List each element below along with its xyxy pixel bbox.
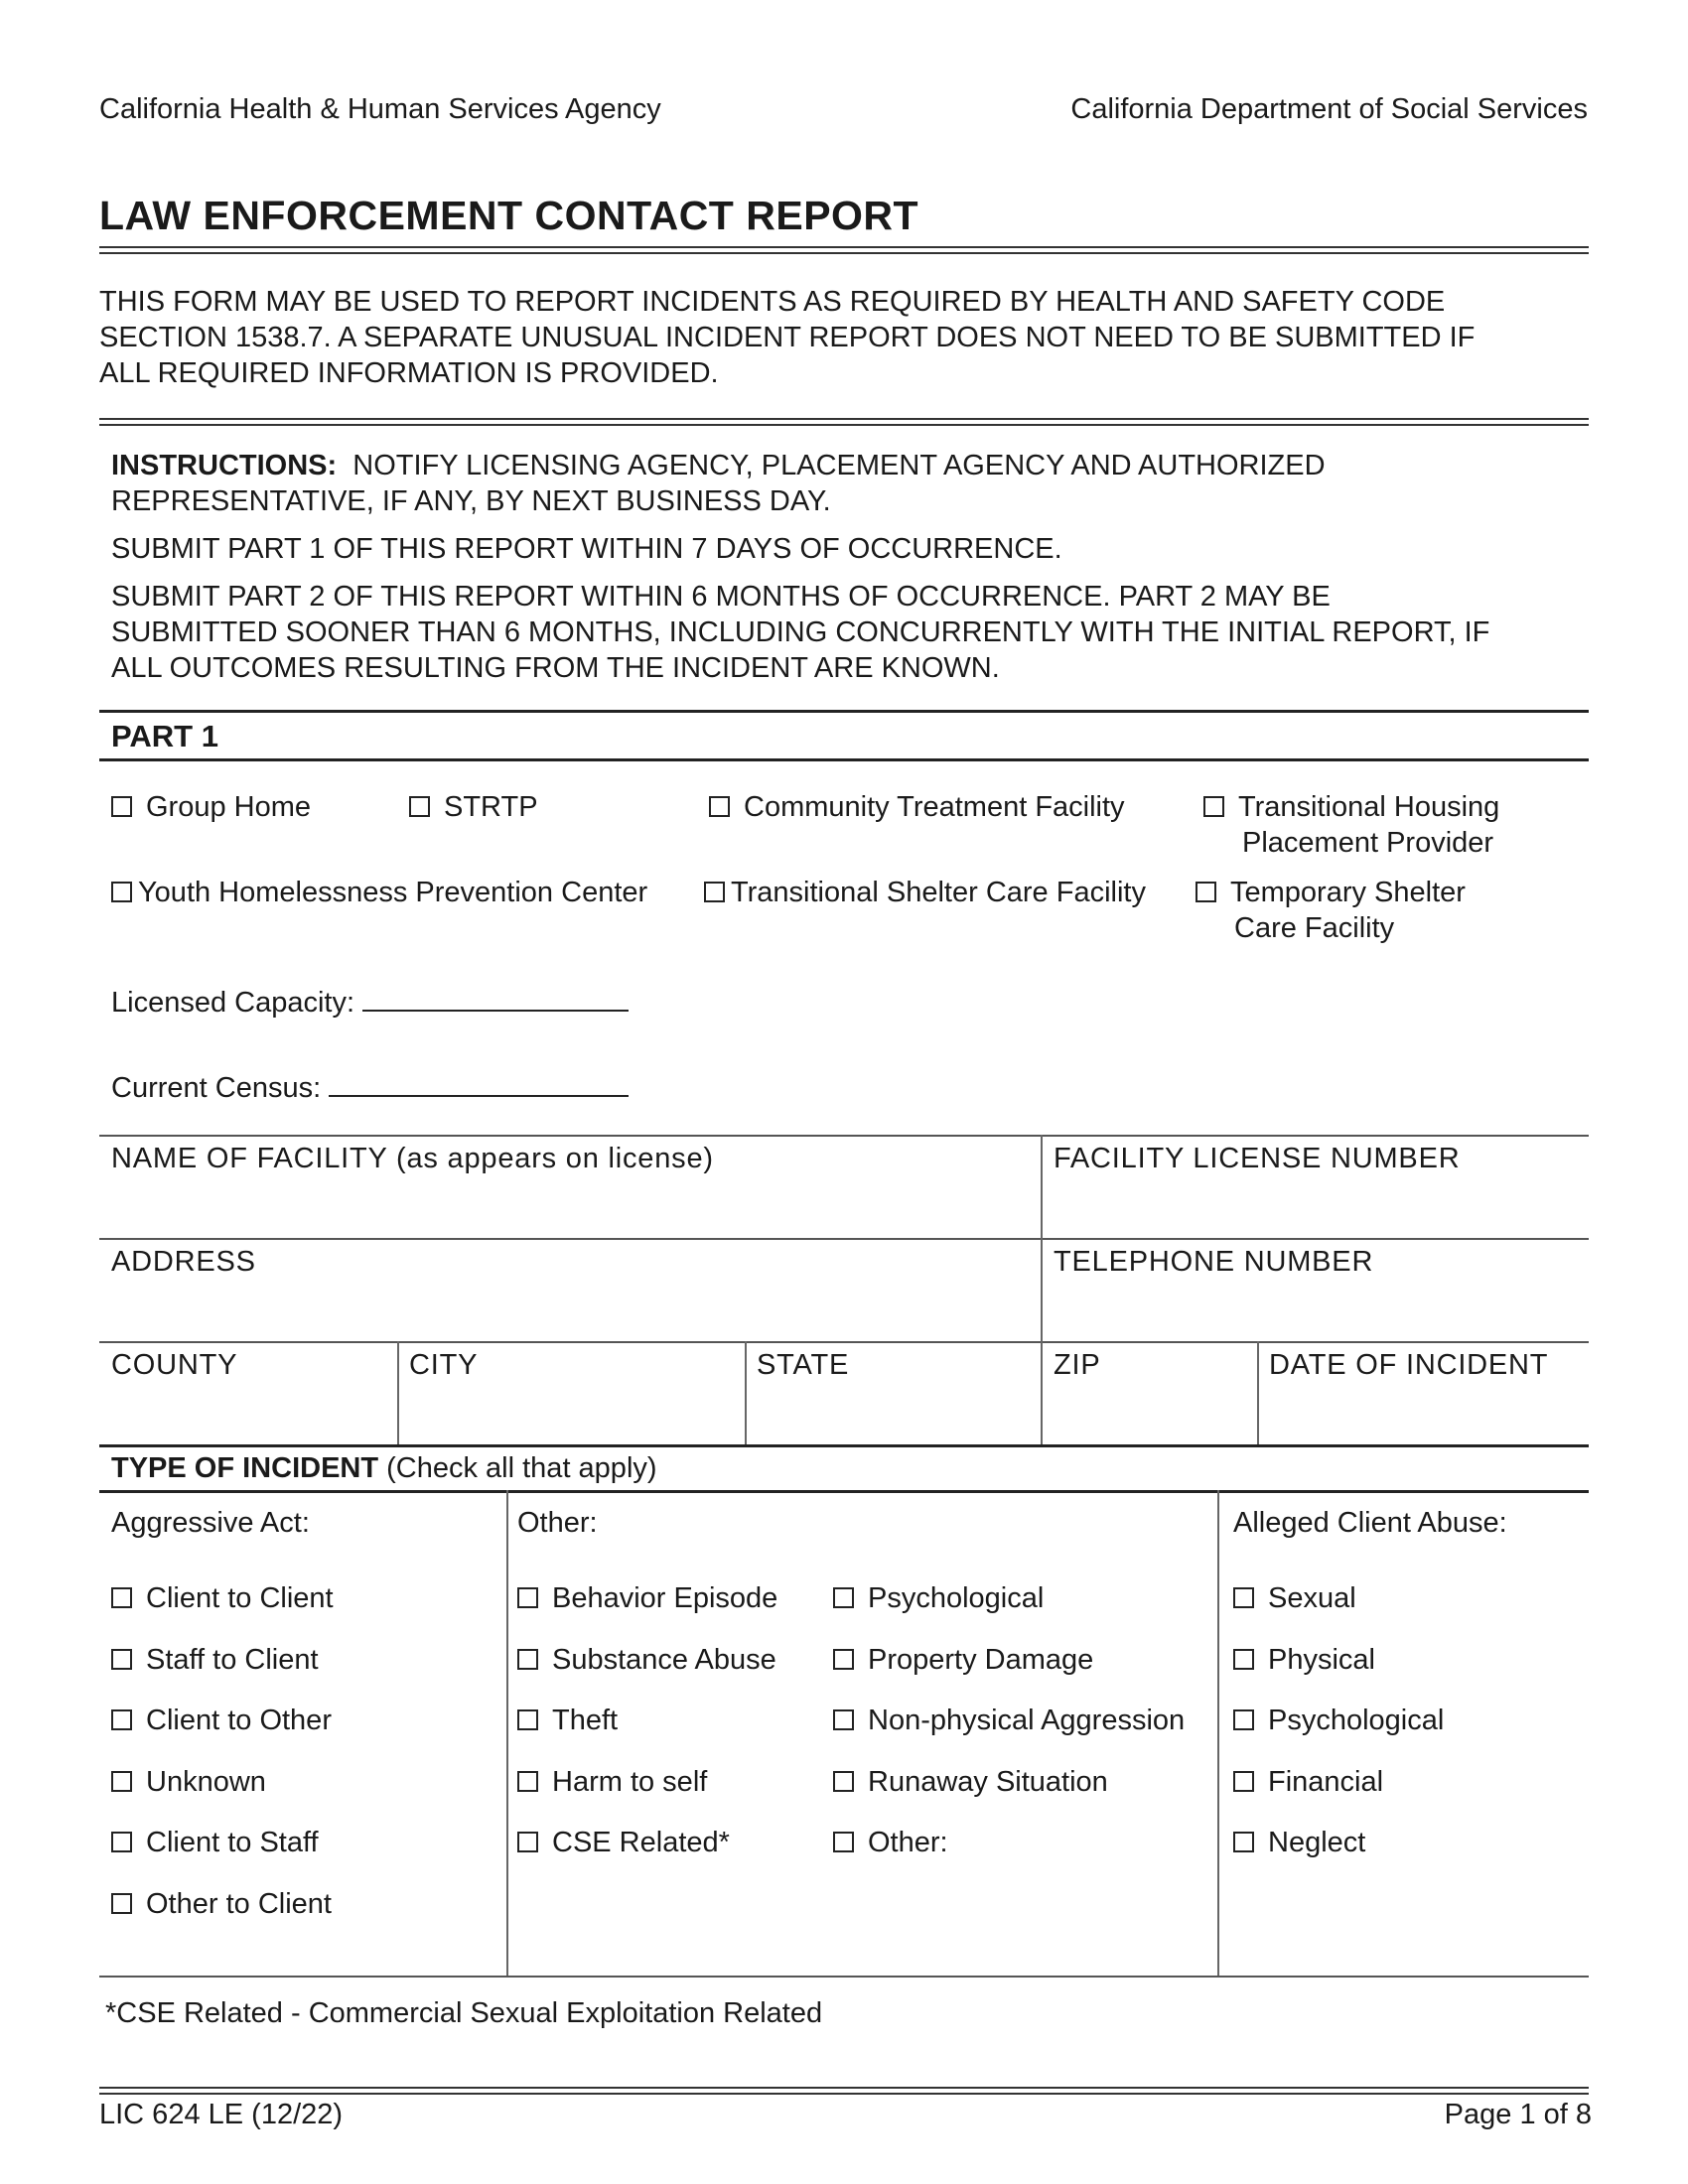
checkbox[interactable] (1233, 1771, 1254, 1792)
aggressive-client-to-staff[interactable] (111, 1825, 319, 1860)
cse-footnote: *CSE Related - Commercial Sexual Exploitation Related (105, 1997, 823, 2029)
licensed-capacity-field[interactable] (111, 985, 629, 1021)
grid-divider (745, 1341, 747, 1444)
county-field[interactable]: COUNTY (111, 1349, 238, 1381)
intro-line: THIS FORM MAY BE USED TO REPORT INCIDENTS AS REQUIRED BY HEALTH AND SAFETY CODE (99, 286, 1446, 318)
option-label: Financial (1268, 1766, 1384, 1798)
form-id: LIC 624 LE (12/22) (99, 2099, 344, 2130)
date-of-incident-field[interactable]: DATE OF INCIDENT (1269, 1349, 1549, 1381)
checkbox[interactable] (111, 1649, 132, 1670)
intro-line: ALL REQUIRED INFORMATION IS PROVIDED. (99, 357, 719, 389)
option-label: Transitional Housing (1238, 791, 1500, 823)
agency-header: California Health & Human Services Agency (99, 93, 661, 125)
checkbox[interactable] (833, 1832, 854, 1852)
option-label: Group Home (146, 791, 312, 823)
title-divider (99, 246, 1589, 254)
checkbox[interactable] (111, 882, 132, 902)
checkbox[interactable] (704, 882, 725, 902)
department-header: California Department of Social Services (1070, 93, 1588, 125)
aggressive-client-to-client[interactable] (111, 1580, 334, 1616)
instructions-text: NOTIFY LICENSING AGENCY, PLACEMENT AGENCY AND AUTHORIZED (352, 450, 1326, 481)
strtp-option[interactable] (409, 789, 538, 825)
grid-rule (99, 1341, 1589, 1343)
instructions-label: INSTRUCTIONS: (111, 450, 338, 481)
transitional-housing-option[interactable] (1203, 789, 1499, 861)
option-label: Psychological (868, 1582, 1045, 1614)
other-runaway-situation[interactable] (833, 1764, 1108, 1800)
state-field[interactable]: STATE (757, 1349, 850, 1381)
checkbox[interactable] (111, 1709, 132, 1730)
option-label: Client to Other (146, 1705, 332, 1736)
aggressive-act-label: Aggressive Act: (111, 1507, 310, 1539)
option-label: Other: (868, 1827, 948, 1858)
checkbox[interactable] (1233, 1832, 1254, 1852)
option-label: Neglect (1268, 1827, 1366, 1858)
page-number: Page 1 of 8 (1444, 2099, 1592, 2130)
licensed-capacity-label: Licensed Capacity: (111, 987, 355, 1019)
option-label: Client to Staff (146, 1827, 319, 1858)
option-label: Unknown (146, 1766, 266, 1798)
abuse-physical[interactable] (1233, 1642, 1375, 1678)
current-census-input[interactable] (329, 1071, 629, 1097)
checkbox[interactable] (517, 1832, 538, 1852)
checkbox[interactable] (833, 1587, 854, 1608)
grid-divider (1257, 1341, 1259, 1444)
checkbox[interactable] (517, 1709, 538, 1730)
option-label: STRTP (444, 791, 538, 823)
checkbox[interactable] (833, 1649, 854, 1670)
checkbox[interactable] (833, 1709, 854, 1730)
checkbox[interactable] (1196, 882, 1216, 902)
part1-heading: PART 1 (111, 719, 218, 753)
option-label: Substance Abuse (552, 1644, 776, 1676)
intro-text (99, 284, 1475, 391)
aggressive-other-to-client[interactable] (111, 1886, 332, 1922)
option-label: Staff to Client (146, 1644, 319, 1676)
option-label: Psychological (1268, 1705, 1445, 1736)
option-label: Client to Client (146, 1582, 334, 1614)
option-label: Placement Provider (1242, 827, 1494, 859)
checkbox[interactable] (517, 1771, 538, 1792)
abuse-psychological[interactable] (1233, 1703, 1444, 1738)
option-label: Theft (552, 1705, 619, 1736)
zip-field[interactable]: ZIP (1054, 1349, 1101, 1381)
current-census-label: Current Census: (111, 1072, 322, 1104)
option-label: Temporary Shelter (1230, 877, 1466, 908)
option-label: Non-physical Aggression (868, 1705, 1186, 1736)
other-other[interactable] (833, 1825, 948, 1860)
option-label: Other to Client (146, 1888, 332, 1920)
aggressive-client-to-other[interactable] (111, 1703, 332, 1738)
checkbox[interactable] (111, 1893, 132, 1914)
checkbox[interactable] (1233, 1649, 1254, 1670)
instructions-text: REPRESENTATIVE, IF ANY, BY NEXT BUSINESS DAY. (111, 485, 831, 517)
incident-mid-rule (99, 1490, 1589, 1493)
option-label: Property Damage (868, 1644, 1094, 1676)
instructions-text: ALL OUTCOMES RESULTING FROM THE INCIDENT ARE KNOWN. (111, 652, 1000, 684)
option-label: Runaway Situation (868, 1766, 1108, 1798)
grid-rule (99, 1135, 1589, 1137)
instructions-text: SUBMIT PART 1 OF THIS REPORT WITHIN 7 DAYS OF OCCURRENCE. (111, 533, 1062, 565)
other-property-damage[interactable] (833, 1642, 1093, 1678)
option-label: Physical (1268, 1644, 1375, 1676)
checkbox[interactable] (709, 796, 730, 817)
license-number-field[interactable]: FACILITY LICENSE NUMBER (1054, 1143, 1461, 1174)
telephone-field[interactable]: TELEPHONE NUMBER (1054, 1246, 1374, 1278)
intro-line: SECTION 1538.7. A SEPARATE UNUSUAL INCIDENT REPORT DOES NOT NEED TO BE SUBMITTED IF (99, 322, 1476, 353)
incident-heading-note: (Check all that apply) (386, 1452, 657, 1484)
temporary-shelter-option[interactable] (1196, 875, 1466, 946)
instructions-text: SUBMIT PART 2 OF THIS REPORT WITHIN 6 MONTHS OF OCCURRENCE. PART 2 MAY BE (111, 581, 1331, 613)
city-field[interactable]: CITY (409, 1349, 479, 1381)
address-field[interactable]: ADDRESS (111, 1246, 256, 1278)
other-harm-to-self[interactable] (517, 1764, 707, 1800)
grid-divider (1041, 1135, 1043, 1444)
incident-bottom-rule (99, 1976, 1589, 1978)
checkbox[interactable] (1233, 1587, 1254, 1608)
incident-heading-label: TYPE OF INCIDENT (111, 1452, 379, 1484)
other-substance-abuse[interactable] (517, 1642, 776, 1678)
checkbox[interactable] (111, 796, 132, 817)
instructions-text: SUBMITTED SOONER THAN 6 MONTHS, INCLUDING CONCURRENTLY WITH THE INITIAL REPORT, IF (111, 616, 1490, 648)
page-title: LAW ENFORCEMENT CONTACT REPORT (99, 193, 919, 238)
aggressive-staff-to-client[interactable] (111, 1642, 319, 1678)
checkbox[interactable] (517, 1649, 538, 1670)
incident-type-heading (111, 1450, 657, 1486)
checkbox[interactable] (517, 1587, 538, 1608)
footer-divider (99, 2087, 1589, 2095)
youth-homelessness-option[interactable] (111, 875, 647, 910)
transitional-shelter-option[interactable] (704, 875, 1146, 910)
facility-name-field[interactable]: NAME OF FACILITY (as appears on license) (111, 1143, 714, 1174)
aggressive-unknown[interactable] (111, 1764, 266, 1800)
other-cse-related[interactable] (517, 1825, 730, 1860)
checkbox[interactable] (409, 796, 430, 817)
other-behavior-episode[interactable] (517, 1580, 777, 1616)
other-theft[interactable] (517, 1703, 618, 1738)
abuse-financial[interactable] (1233, 1764, 1383, 1800)
checkbox[interactable] (111, 1832, 132, 1852)
option-label: Community Treatment Facility (744, 791, 1125, 823)
incident-top-rule (99, 1444, 1589, 1447)
intro-divider (99, 418, 1589, 426)
licensed-capacity-input[interactable] (362, 986, 629, 1012)
abuse-sexual[interactable] (1233, 1580, 1356, 1616)
checkbox[interactable] (1203, 796, 1224, 817)
client-abuse-label: Alleged Client Abuse: (1233, 1507, 1507, 1539)
other-non-physical-aggression[interactable] (833, 1703, 1185, 1738)
option-label: Sexual (1268, 1582, 1356, 1614)
current-census-field[interactable] (111, 1070, 629, 1106)
part1-top-rule (99, 710, 1589, 713)
abuse-neglect[interactable] (1233, 1825, 1365, 1860)
checkbox[interactable] (111, 1587, 132, 1608)
instructions-block (111, 448, 1489, 686)
checkbox[interactable] (833, 1771, 854, 1792)
group-home-option[interactable] (111, 789, 311, 825)
part1-bottom-rule (99, 758, 1589, 761)
checkbox[interactable] (111, 1771, 132, 1792)
option-label: Behavior Episode (552, 1582, 778, 1614)
option-label: Transitional Shelter Care Facility (731, 877, 1146, 908)
option-label: Youth Homelessness Prevention Center (138, 877, 648, 908)
checkbox[interactable] (1233, 1709, 1254, 1730)
grid-rule (99, 1238, 1589, 1240)
option-label: Care Facility (1234, 912, 1395, 944)
option-label: Harm to self (552, 1766, 708, 1798)
incident-col-divider (506, 1490, 508, 1976)
option-label: CSE Related* (552, 1827, 730, 1858)
grid-divider (397, 1341, 399, 1444)
incident-col-divider (1217, 1490, 1219, 1976)
community-treatment-option[interactable] (709, 789, 1125, 825)
other-psychological[interactable] (833, 1580, 1044, 1616)
other-label: Other: (517, 1507, 598, 1539)
